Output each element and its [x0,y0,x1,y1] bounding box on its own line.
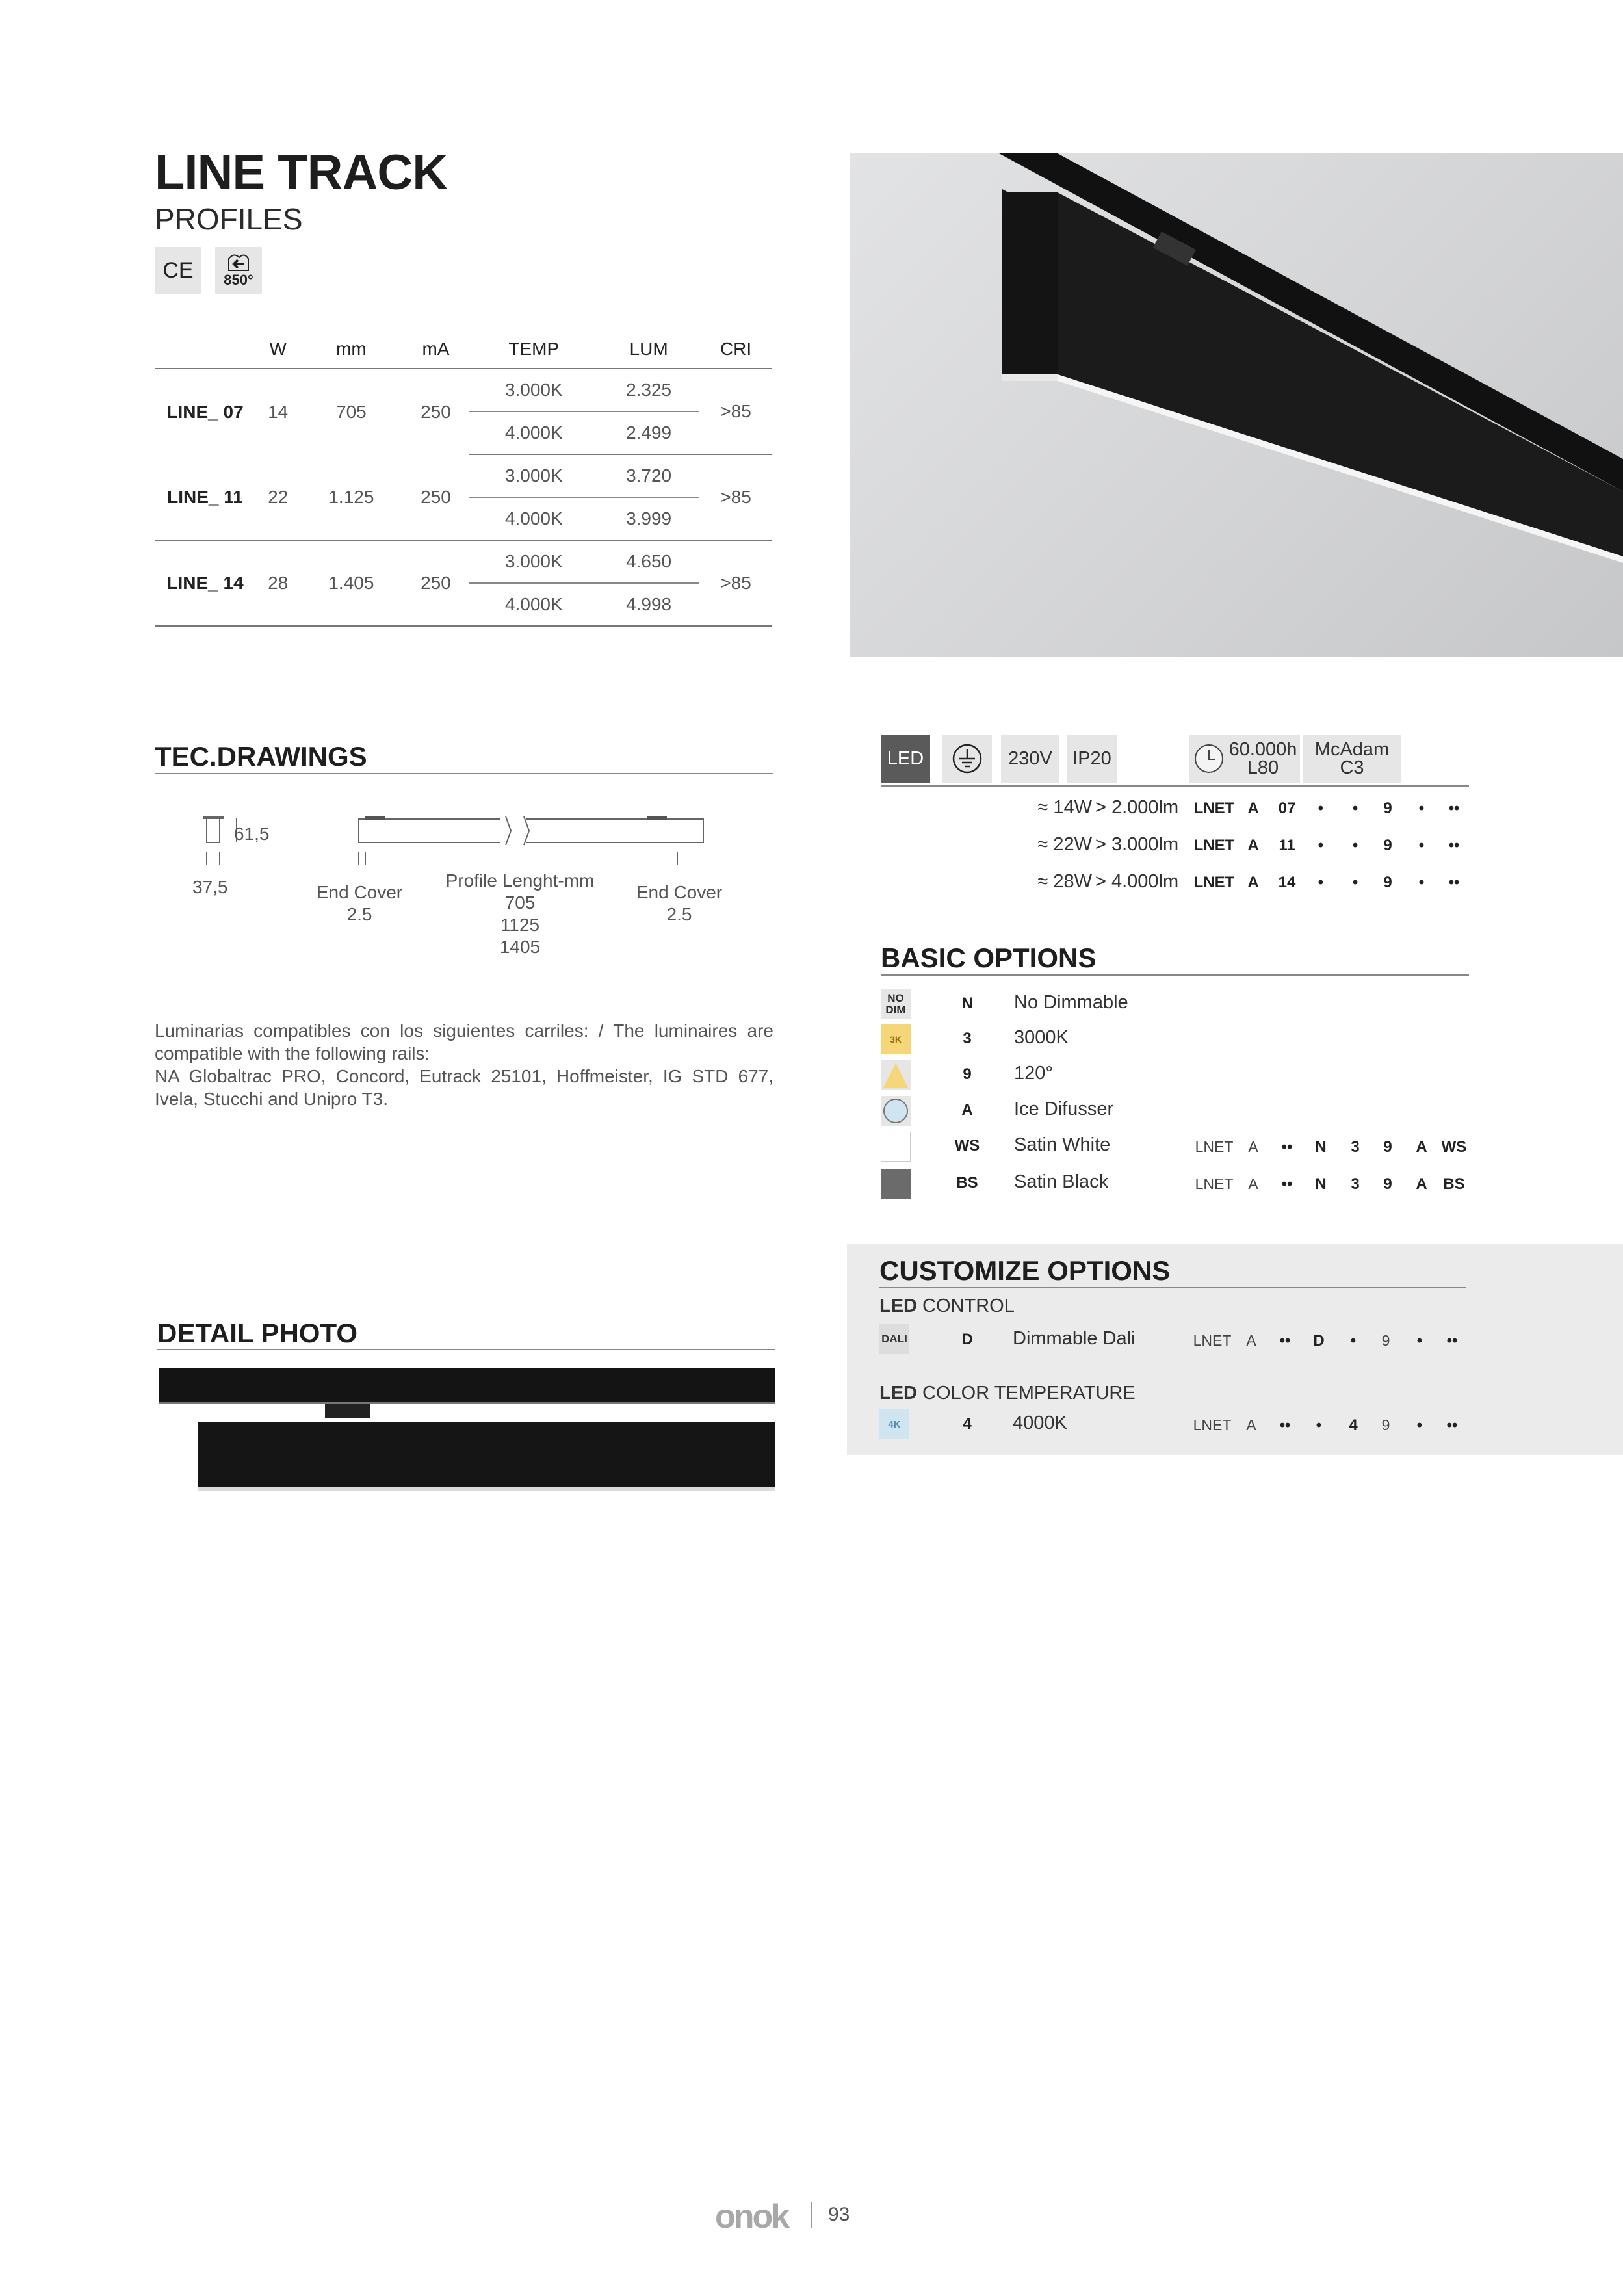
ma-cell: 250 [402,540,469,626]
w-cell: 28 [255,540,300,626]
dim-width-label: 37,5 [192,877,228,897]
code-cell: A [1248,1138,1258,1155]
option-code: A [961,1101,973,1119]
code-cell: •• [1448,800,1460,817]
option-label: 3000K [1014,1027,1069,1048]
code-cell: • [1418,800,1425,817]
table-row [155,540,772,583]
model-cell: LINE_ 11 [155,454,255,540]
code-cell: A [1247,837,1259,854]
col-cri: CRI [699,330,772,369]
option-label: Ice Difusser [1014,1099,1114,1119]
code-cell: •• [1281,1138,1293,1156]
beam-angle-icon [881,1060,911,1090]
col-mm: mm [300,330,402,369]
code-cell: 9 [1383,1138,1392,1156]
option-code: 9 [963,1065,972,1083]
code-cell: • [1416,1332,1423,1350]
code-cell: A [1248,1175,1258,1192]
col-temp: TEMP [469,330,598,369]
option-row [881,1168,1469,1201]
diffuser-icon [881,1096,911,1126]
end-cover-right [624,881,734,926]
temp-cell: 4.000K [469,583,598,626]
option-row [881,1130,1469,1164]
lum-cell: 2.499 [598,411,699,454]
option-code: WS [954,1137,980,1155]
temp-cell: 3.000K [469,540,598,583]
power-lumen: > 3.000lm [1095,834,1179,855]
lifetime-badge [1189,735,1300,783]
table-row [155,369,772,411]
code-cell: •• [1448,837,1460,854]
dim-height-label: 61,5 [234,824,270,844]
detail-rail-illustration [159,1368,775,1491]
section-divider [155,773,773,774]
code-cell: BS [1443,1175,1465,1193]
basic-options-heading: BASIC OPTIONS [881,943,1097,973]
option-label: Satin Black [1014,1171,1109,1192]
end-cover-right-label: End Cover [636,882,723,902]
col-model [155,330,255,369]
option-label: 120° [1014,1063,1053,1084]
code-cell: 4 [1349,1416,1358,1434]
profile-drawing [195,811,715,870]
mcadam-label: McAdam [1314,739,1390,760]
brand-logo: onok [715,2198,788,2236]
code-cell: • [1352,800,1358,817]
code-cell: •• [1279,1416,1291,1434]
flame-arrow-icon [226,252,251,272]
profile-length-label: Profile Lenght-mm [445,870,595,891]
compat-rails: NA Globaltrac PRO, Concord, Eutrack 25101, Hoffmeister, IG STD 677, Ivela, Stucchi and Unipro T3. [155,1066,773,1109]
spec-table [155,330,772,627]
black-swatch [881,1169,911,1199]
ce-mark-icon: CE [155,247,201,294]
ip-badge: IP20 [1067,735,1117,783]
option-code: BS [956,1174,978,1192]
dali-icon: DALI [879,1324,909,1354]
option-row [881,1023,1469,1057]
section-divider [879,1287,1466,1288]
4k-icon: 4K [879,1409,909,1439]
led-color-temp-heading: LED COLOR TEMPERATURE [879,1383,1136,1403]
code-cell: LNET [1195,1138,1234,1155]
code-cell: • [1418,874,1425,891]
earth-class-icon [942,735,992,783]
code-cell: LNET [1195,1175,1234,1192]
ground-symbol-icon [951,742,983,775]
temp-cell: 3.000K [469,369,598,411]
ma-cell: 250 [402,454,469,540]
profile-length-value: 705 [504,893,536,913]
3k-icon: 3K [881,1024,911,1054]
option-code: 3 [963,1030,972,1047]
code-cell: • [1318,837,1324,854]
detail-photo [159,1368,775,1491]
lum-cell: 4.998 [598,583,699,626]
option-label: Dimmable Dali [1013,1328,1136,1349]
option-label: Satin White [1014,1134,1111,1155]
code-cell: 9 [1383,874,1392,891]
led-control-heading: LED CONTROL [879,1296,1015,1316]
profile-length-value: 1405 [499,937,541,957]
customize-panel [847,1244,1623,1455]
code-cell: 11 [1279,837,1295,854]
option-code: 4 [963,1415,972,1433]
code-cell: A [1247,800,1259,817]
code-cell: 07 [1278,800,1296,817]
section-divider [881,785,1469,787]
option-label: No Dimmable [1014,992,1128,1013]
code-cell: 9 [1381,1332,1390,1349]
option-row [881,988,1469,1022]
model-cell: LINE_ 14 [155,540,255,626]
list-item [881,831,1466,869]
code-cell: 9 [1383,1175,1392,1193]
led-badge: LED [881,735,930,783]
ice-circle-icon [881,1096,911,1126]
code-cell: • [1350,1332,1357,1350]
code-cell: • [1418,837,1425,854]
col-w: W [255,330,300,369]
white-swatch [881,1132,911,1162]
power-list [881,794,1466,911]
code-cell: LNET [1193,800,1235,817]
code-cell: 9 [1383,837,1392,854]
mm-cell: 1.125 [300,454,402,540]
code-cell: D [1313,1332,1325,1350]
detail-photo-heading: DETAIL PHOTO [157,1318,358,1348]
hours-value: 60.000h [1228,739,1297,760]
col-ma: mA [402,330,469,369]
power-lumen: > 2.000lm [1095,797,1179,818]
power-watt: ≈ 14W [1037,797,1092,818]
lum-cell: 2.325 [598,369,699,411]
cri-cell: >85 [699,369,772,454]
voltage-badge: 230V [1001,735,1059,783]
option-code: D [961,1331,973,1348]
beam-triangle-icon [881,1060,911,1090]
hours-sub: L80 [1247,757,1279,778]
code-cell: A [1416,1138,1427,1156]
compat-intro: Luminarias compatibles con los siguientes carriles: / The luminaires are compatible with the following rails: [155,1021,773,1063]
power-watt: ≈ 28W [1037,871,1092,892]
product-photo [850,153,1623,657]
page-subtitle: PROFILES [155,202,303,236]
mcadam-badge [1303,735,1401,783]
power-lumen: > 4.000lm [1095,871,1179,892]
list-item [881,868,1466,906]
code-cell: 3 [1351,1175,1360,1193]
lum-cell: 3.999 [598,497,699,540]
code-cell: LNET [1193,1332,1232,1349]
code-cell: 9 [1383,800,1392,817]
option-code: N [961,995,973,1012]
code-cell: • [1352,837,1358,854]
cri-cell: >85 [699,454,772,540]
option-row [881,1095,1469,1128]
code-cell: 9 [1381,1416,1390,1433]
list-item [881,794,1466,832]
option-row [881,1059,1469,1093]
no-dim-icon: NO DIM [881,989,911,1019]
code-cell: LNET [1193,874,1235,891]
code-cell: •• [1279,1332,1291,1350]
code-cell: • [1352,874,1358,891]
customize-heading: CUSTOMIZE OPTIONS [879,1255,1171,1286]
col-lum: LUM [598,330,699,369]
page-number: 93 [828,2204,850,2225]
code-cell: • [1316,1416,1322,1434]
code-cell: LNET [1193,837,1235,854]
code-cell: •• [1446,1416,1458,1434]
code-cell: 3 [1351,1138,1360,1156]
code-cell: •• [1446,1332,1458,1350]
temp-cell: 4.000K [469,411,598,454]
track-luminaire-illustration [850,153,1623,657]
glow-wire-850-icon: 850° [215,247,262,294]
end-cover-left [304,881,415,926]
clock-icon [1193,742,1225,775]
lum-cell: 3.720 [598,454,699,497]
tec-drawings-heading: TEC.DRAWINGS [155,741,367,772]
end-cover-left-label: End Cover [316,882,403,902]
model-cell: LINE_ 07 [166,401,244,422]
footer-divider [811,2202,812,2228]
mm-cell: 1.405 [300,540,402,626]
lum-cell: 4.650 [598,540,699,583]
end-cover-left-value: 2.5 [346,904,372,924]
compatibility-text [155,1019,773,1110]
code-cell: •• [1448,874,1460,891]
code-cell: 14 [1278,874,1296,891]
code-cell: A [1247,874,1259,891]
code-cell: •• [1281,1175,1293,1193]
section-divider [157,1349,775,1350]
page-title: LINE TRACK [155,145,448,200]
code-cell: N [1315,1138,1327,1156]
w-cell: 14 [268,401,289,422]
profile-length-value: 1125 [500,915,540,935]
mm-cell: 705 [336,401,367,422]
code-cell: • [1318,800,1324,817]
ma-cell: 250 [421,401,451,422]
w-cell: 22 [255,454,300,540]
code-cell: • [1416,1416,1423,1434]
temp-cell: 4.000K [469,497,598,540]
cri-cell: >85 [699,540,772,626]
code-cell: A [1246,1416,1256,1433]
table-row [155,454,772,497]
basic-options-list [881,988,1469,1203]
code-cell: • [1318,874,1324,891]
option-label: 4000K [1013,1413,1067,1433]
mcadam-sub: C3 [1340,757,1364,778]
code-cell: A [1246,1332,1256,1349]
profile-length-block [429,870,611,958]
code-cell: WS [1441,1138,1467,1156]
code-cell: N [1315,1175,1327,1193]
section-divider [881,974,1469,976]
code-cell: A [1416,1175,1427,1193]
power-watt: ≈ 22W [1037,834,1092,855]
temp-cell: 3.000K [469,454,598,497]
code-cell: LNET [1193,1416,1232,1433]
end-cover-right-value: 2.5 [666,904,692,924]
